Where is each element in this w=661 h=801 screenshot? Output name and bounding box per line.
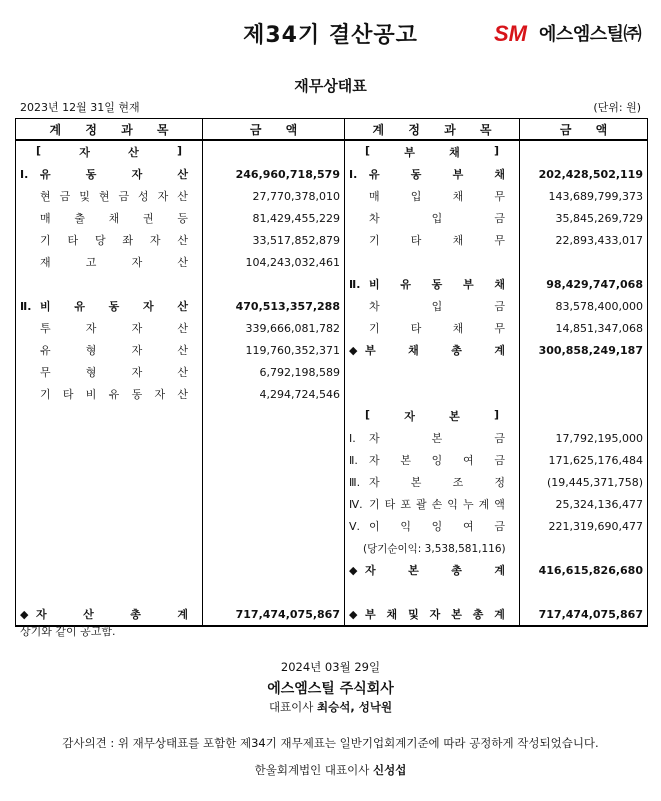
account-label: [16, 207, 202, 229]
account-cell-right: [345, 449, 520, 471]
amount-cell-right: [520, 339, 648, 361]
account-cell-left: [16, 163, 203, 185]
amount-cell-right: [520, 185, 648, 207]
amount-value: 221,319,690,477: [548, 519, 643, 533]
account-label: [16, 383, 202, 405]
sm-logo-icon: [494, 22, 536, 44]
amount-value: 83,578,400,000: [555, 299, 643, 313]
account-cell-left: [16, 273, 203, 295]
account-label: [16, 295, 202, 317]
col-header-account-right: 계 정 과 목: [345, 119, 520, 141]
amount-value: 17,792,195,000: [555, 431, 643, 445]
notice-statement: 상기와 같이 공고함.: [20, 625, 116, 638]
account-label: [345, 471, 519, 493]
as-of-date: 2023년 12월 31일 현재: [20, 101, 140, 114]
auditor-name: 신성섭: [373, 763, 407, 777]
amount-cell-left: [203, 251, 345, 273]
account-name: 재 고 자 산: [40, 256, 188, 269]
amount-cell-left: [203, 559, 345, 581]
amount-cell-left: [203, 207, 345, 229]
amount-cell-right: [520, 581, 648, 603]
account-cell-right: [345, 273, 520, 295]
account-cell-left: [16, 449, 203, 471]
ceo-prefix: 대표이사: [268, 700, 318, 714]
amount-value: 300,858,249,187: [538, 343, 643, 357]
amount-value: 717,474,075,867: [235, 607, 340, 621]
amount-cell-right: [520, 449, 648, 471]
account-cell-left: [16, 339, 203, 361]
account-label: [345, 185, 519, 207]
diamond-bullet-icon: ◆: [20, 607, 29, 621]
amount-cell-right: [520, 140, 648, 163]
account-name: 기 타 포 괄 손 익 누 계 액: [369, 498, 505, 511]
account-label: [345, 163, 519, 185]
amount-cell-right: [520, 361, 648, 383]
roman-numeral: Ⅱ.: [20, 299, 32, 313]
auditor-line: [0, 762, 661, 778]
amount-value: 717,474,075,867: [538, 607, 643, 621]
unit-label: (단위: 원): [593, 101, 641, 114]
account-name: 유 형 자 산: [40, 344, 188, 357]
amount-value: 33,517,852,879: [252, 233, 340, 247]
account-cell-right: [345, 405, 520, 427]
account-name: 부 채 및 자 본 총 계: [365, 608, 505, 621]
account-name: 기 타 채 무: [369, 234, 505, 247]
roman-numeral: Ⅰ.: [20, 167, 29, 181]
account-label: [16, 339, 202, 361]
account-cell-left: [16, 229, 203, 251]
account-name: 투 자 자 산: [40, 322, 188, 335]
table-row: [16, 229, 648, 251]
account-cell-left: [16, 185, 203, 207]
company-name: 에스엠스틸 주식회사: [267, 681, 394, 697]
col-header-amount-left: 금 액: [203, 119, 345, 141]
amount-value: 4,294,724,546: [259, 387, 340, 401]
amount-value: 6,792,198,589: [259, 365, 340, 379]
amount-cell-left: [203, 537, 345, 559]
notice-date: 2024년 03월 29일: [280, 660, 381, 674]
account-cell-left: [16, 383, 203, 405]
amount-cell-right: [520, 251, 648, 273]
account-label: [345, 603, 519, 625]
table-row: [16, 427, 648, 449]
account-cell-right: [345, 229, 520, 251]
amount-cell-right: [520, 493, 648, 515]
net-income-note: (당기순이익: 3,538,581,116): [363, 542, 506, 555]
company-logo: [494, 20, 641, 46]
roman-numeral: Ⅲ.: [349, 475, 361, 489]
amount-cell-left: [203, 295, 345, 317]
ceo-names: 최승석, 성낙원: [317, 700, 393, 714]
account-cell-left: [16, 493, 203, 515]
account-name: 유 동 자 산: [40, 168, 188, 181]
account-cell-right: [345, 581, 520, 603]
account-cell-right: [345, 603, 520, 626]
amount-value: 416,615,826,680: [538, 563, 643, 577]
auditor-prefix: 한울회계법인 대표이사: [254, 763, 374, 777]
table-row: [16, 383, 648, 405]
amount-cell-left: [203, 229, 345, 251]
account-name: 자 본 금: [369, 432, 505, 445]
table-row: [16, 537, 648, 559]
col-header-amount-right: 금 액: [520, 119, 648, 141]
account-cell-left: [16, 559, 203, 581]
account-label: [16, 603, 202, 625]
amount-cell-right: [520, 405, 648, 427]
account-name: 비 유 동 자 산: [40, 300, 188, 313]
account-label: [345, 273, 519, 295]
table-row: [16, 449, 648, 471]
account-name: 매 입 채 무: [369, 190, 505, 203]
amount-value: 119,760,352,371: [245, 343, 340, 357]
amount-cell-right: [520, 427, 648, 449]
table-row: [16, 317, 648, 339]
account-name: 기 타 비 유 동 자 산: [40, 388, 188, 401]
account-name: 차 입 금: [369, 212, 505, 225]
account-name: 차 입 금: [369, 300, 505, 313]
amount-cell-right: [520, 163, 648, 185]
roman-numeral: Ⅰ.: [349, 167, 358, 181]
account-name: 유 동 부 채: [369, 168, 505, 181]
table-row: [16, 515, 648, 537]
table-row: [16, 559, 648, 581]
diamond-bullet-icon: ◆: [349, 343, 358, 357]
amount-value: 98,429,747,068: [546, 277, 643, 291]
amount-cell-left: [203, 140, 345, 163]
account-label: [345, 559, 519, 581]
amount-cell-right: [520, 295, 648, 317]
table-row: [16, 581, 648, 603]
table-row: [16, 361, 648, 383]
account-cell-left: [16, 207, 203, 229]
account-cell-right: [345, 361, 520, 383]
amount-cell-left: [203, 493, 345, 515]
account-label: [345, 449, 519, 471]
amount-cell-right: [520, 317, 648, 339]
table-row: [16, 207, 648, 229]
account-label: [345, 427, 519, 449]
amount-cell-right: [520, 537, 648, 559]
account-cell-right: [345, 251, 520, 273]
amount-cell-left: [203, 163, 345, 185]
roman-numeral: Ⅱ.: [349, 277, 361, 291]
table-row: [16, 273, 648, 295]
diamond-bullet-icon: ◆: [349, 607, 358, 621]
account-label: [16, 163, 202, 185]
account-cell-right: [345, 559, 520, 581]
col-header-account-left: 계 정 과 목: [16, 119, 203, 141]
amount-cell-left: [203, 515, 345, 537]
amount-value: 22,893,433,017: [555, 233, 643, 247]
table-row: [16, 339, 648, 361]
account-label: [16, 229, 202, 251]
account-cell-left: [16, 295, 203, 317]
amount-cell-left: [203, 361, 345, 383]
amount-cell-left: [203, 405, 345, 427]
account-cell-left: [16, 471, 203, 493]
account-name: 현 금 및 현 금 성 자 산: [40, 190, 188, 203]
account-name: 무 형 자 산: [40, 366, 188, 379]
amount-cell-right: [520, 383, 648, 405]
account-cell-right: [345, 493, 520, 515]
account-cell-right: [345, 383, 520, 405]
amount-cell-left: [203, 603, 345, 626]
account-name: 자 산 총 계: [36, 608, 188, 621]
account-cell-left: [16, 317, 203, 339]
account-cell-right: [345, 471, 520, 493]
amount-cell-left: [203, 317, 345, 339]
account-label: [345, 207, 519, 229]
amount-cell-right: [520, 273, 648, 295]
account-name: 자 본 조 정: [369, 476, 505, 489]
diamond-bullet-icon: ◆: [349, 563, 358, 577]
account-cell-right: [345, 140, 520, 163]
account-name: 이 익 잉 여 금: [369, 520, 505, 533]
balance-sheet-body: [16, 140, 648, 626]
amount-value: 81,429,455,229: [252, 211, 340, 225]
audit-opinion: 감사의견 : 위 재무상태표를 포함한 제34기 재무제표는 일반기업회계기준에 따라 공정하게 작성되었습니다.: [62, 736, 599, 750]
account-cell-right: [345, 185, 520, 207]
notice-title: 제34기 결산공고: [243, 23, 418, 48]
account-label: [345, 493, 519, 515]
roman-numeral: Ⅴ.: [349, 519, 361, 533]
amount-value: 470,513,357,288: [235, 299, 340, 313]
account-cell-left: [16, 427, 203, 449]
account-name: 기 타 당 좌 자 산: [40, 234, 188, 247]
account-cell-left: [16, 537, 203, 559]
account-label: [345, 229, 519, 251]
amount-value: 27,770,378,010: [252, 189, 340, 203]
section-heading: [ 자 산 ]: [36, 144, 182, 159]
amount-value: 143,689,799,373: [548, 189, 643, 203]
account-cell-right: [345, 537, 520, 559]
amount-cell-left: [203, 471, 345, 493]
amount-cell-left: [203, 185, 345, 207]
account-cell-right: [345, 317, 520, 339]
logo-company-name: 에스엠스틸㈜: [539, 24, 641, 45]
account-cell-left: [16, 140, 203, 163]
amount-cell-right: [520, 603, 648, 626]
amount-value: 171,625,176,484: [548, 453, 643, 467]
account-label: [345, 515, 519, 537]
amount-cell-right: [520, 229, 648, 251]
table-row: [16, 471, 648, 493]
amount-value: 339,666,081,782: [245, 321, 340, 335]
amount-value: 202,428,502,119: [538, 167, 643, 181]
account-label: [345, 295, 519, 317]
account-label: [16, 185, 202, 207]
table-row: [16, 251, 648, 273]
account-name: 부 채 총 계: [365, 344, 505, 357]
table-row: [16, 405, 648, 427]
account-label: [345, 339, 519, 361]
account-cell-left: [16, 361, 203, 383]
statement-title: 재무상태표: [294, 77, 367, 95]
roman-numeral: Ⅰ.: [349, 431, 356, 445]
amount-cell-right: [520, 515, 648, 537]
account-cell-left: [16, 251, 203, 273]
account-cell-left: [16, 515, 203, 537]
amount-cell-left: [203, 449, 345, 471]
account-name: 자 본 총 계: [365, 564, 505, 577]
amount-cell-left: [203, 427, 345, 449]
balance-sheet-table: [15, 118, 648, 627]
table-row: [16, 295, 648, 317]
amount-cell-right: [520, 471, 648, 493]
table-row: [16, 493, 648, 515]
roman-numeral: Ⅳ.: [349, 497, 363, 511]
account-cell-right: [345, 427, 520, 449]
amount-value: 35,845,269,729: [555, 211, 643, 225]
table-row: [16, 140, 648, 163]
account-cell-left: [16, 405, 203, 427]
amount-value: (19,445,371,758): [546, 475, 643, 489]
table-row: [16, 163, 648, 185]
account-name: 기 타 채 무: [369, 322, 505, 335]
amount-cell-right: [520, 207, 648, 229]
ceo-line: [0, 699, 661, 715]
amount-value: 14,851,347,068: [555, 321, 643, 335]
amount-cell-left: [203, 339, 345, 361]
table-row: [16, 185, 648, 207]
account-label: [16, 251, 202, 273]
amount-cell-right: [520, 559, 648, 581]
account-name: 비 유 동 부 채: [369, 278, 505, 291]
amount-value: 104,243,032,461: [245, 255, 340, 269]
account-label: [16, 361, 202, 383]
account-cell-right: [345, 207, 520, 229]
account-name: 매 출 채 권 등: [40, 212, 188, 225]
roman-numeral: Ⅱ.: [349, 453, 358, 467]
account-cell-right: [345, 515, 520, 537]
account-label: [16, 317, 202, 339]
amount-cell-left: [203, 581, 345, 603]
amount-value: 25,324,136,477: [555, 497, 643, 511]
account-cell-right: [345, 163, 520, 185]
account-cell-left: [16, 581, 203, 603]
amount-cell-left: [203, 383, 345, 405]
account-cell-right: [345, 339, 520, 361]
account-cell-right: [345, 295, 520, 317]
section-heading: [ 부 채 ]: [365, 144, 499, 159]
account-name: 자 본 잉 여 금: [369, 454, 505, 467]
svg-text:SM: SM: [494, 22, 528, 44]
amount-value: 246,960,718,579: [235, 167, 340, 181]
section-heading: [ 자 본 ]: [365, 408, 499, 423]
amount-cell-left: [203, 273, 345, 295]
account-label: [345, 317, 519, 339]
